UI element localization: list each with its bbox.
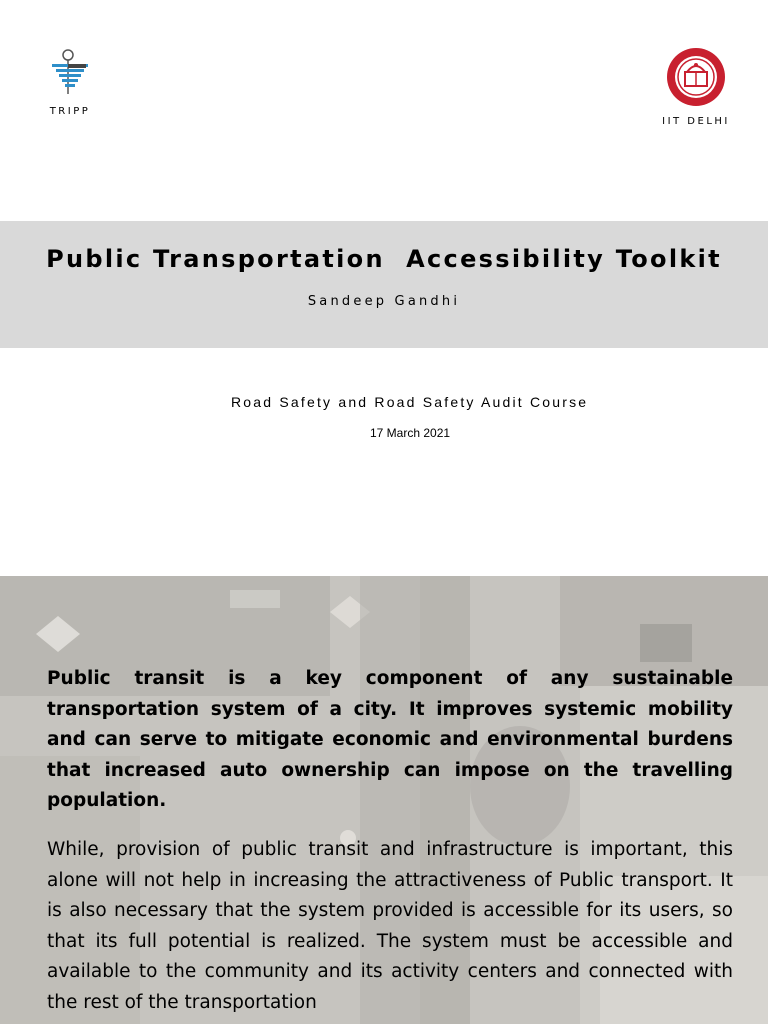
course-name: Road Safety and Road Safety Audit Course — [231, 394, 589, 410]
page-title: Public Transportation Accessibility Toolkit — [46, 245, 722, 273]
event-date: 17 March 2021 — [370, 426, 451, 440]
author-name: Sandeep Gandhi — [307, 294, 461, 309]
title-band — [0, 221, 768, 348]
intro-paragraph: Public transit is a key component of any sustainable transportation system of a city. It improves systemic mobility and can serve to mitigate economic and environmental burdens that increased auto ownership can impose on the travelling population. — [47, 668, 733, 812]
iit-delhi-seal-icon — [665, 46, 727, 108]
iit-delhi-logo — [660, 46, 732, 127]
tripp-emblem-icon — [48, 48, 92, 98]
tripp-label: TRIPP — [49, 106, 91, 117]
body-text — [47, 664, 733, 1019]
detail-paragraph: While, provision of public transit and infrastructure is important, this alone will not help in increasing the attractiveness of Public transport. It is also necessary that the system provided is accessible for its users, so that its full potential is realized. The system must be accessible and available to the community and its activity centers and connected with the rest of the transportation — [47, 838, 733, 1013]
iit-delhi-label: IIT DELHI — [662, 116, 730, 127]
tripp-logo — [40, 48, 100, 117]
